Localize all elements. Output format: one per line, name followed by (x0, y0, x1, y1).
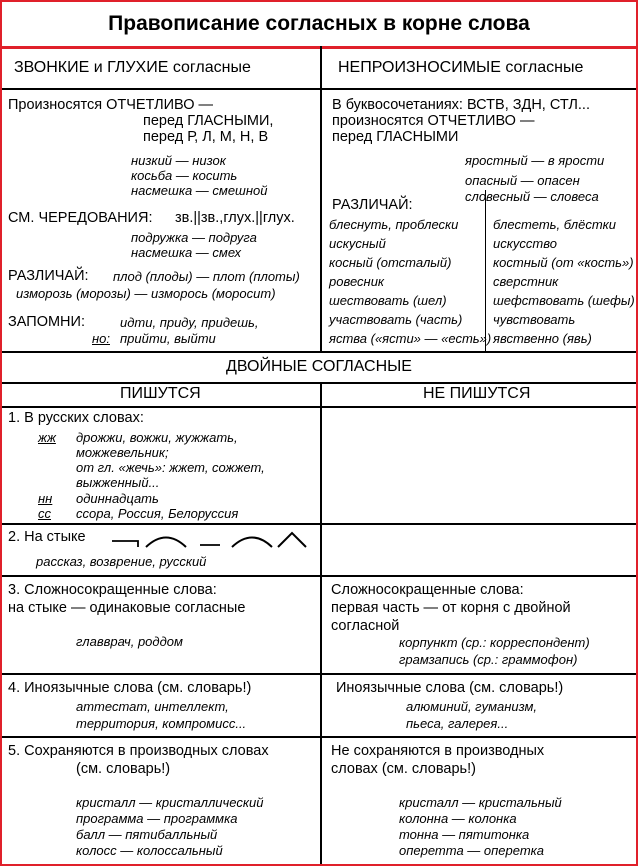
example: шефствовать (шефы) (493, 293, 635, 308)
example: оперетта — оперетка (399, 843, 545, 858)
divider (2, 88, 636, 90)
rule-text: произносятся ОТЧЕТЛИВО — (332, 113, 535, 129)
example: выжженный... (76, 475, 160, 490)
example: насмешка — смех (131, 245, 241, 260)
rule-text: Сложносокращенные слова: (331, 582, 524, 598)
example: тонна — пятитонка (399, 827, 530, 842)
example: косьба — косить (131, 168, 238, 183)
example: сверстник (493, 274, 559, 289)
example: аттестат, интеллект, (76, 699, 229, 714)
rule-text: Иноязычные слова (см. словарь!) (336, 680, 564, 696)
rule-text: перед Р, Л, М, Н, В (143, 129, 269, 145)
example: блеснуть, проблески (329, 217, 459, 232)
example: искусство (493, 236, 557, 251)
divider (2, 736, 636, 738)
example: чувствовать (493, 312, 576, 327)
example: грамзапись (ср.: граммофон) (399, 652, 578, 667)
divider (2, 673, 636, 675)
divider (2, 351, 636, 353)
rule-text: на стыке — одинаковые согласные (8, 600, 246, 616)
label: жж (38, 430, 56, 445)
example: кристалл — кристаллический (76, 795, 264, 810)
rule-text: Не сохраняются в производных (331, 743, 545, 759)
rule-text: перед ГЛАСНЫМИ, (143, 113, 274, 129)
example: изморозь (морозы) — изморось (моросит) (16, 286, 276, 301)
example: корпункт (ср.: корреспондент) (399, 635, 590, 650)
example: участвовать (часть) (329, 312, 463, 327)
label: нн (38, 491, 53, 506)
rule-text: 3. Сложносокращенные слова: (8, 582, 217, 598)
rule-text: 2. На стыке (8, 529, 86, 545)
double-consonants-title: ДВОЙНЫЕ СОГЛАСНЫЕ (226, 358, 412, 375)
rule-text: (см. словарь!) (76, 761, 171, 777)
example: яростный — в ярости (465, 153, 605, 168)
divider (2, 406, 636, 408)
example: ссора, Россия, Белоруссия (76, 506, 239, 521)
example: насмешка — смешной (131, 183, 268, 198)
example: блестеть, блёстки (493, 217, 617, 232)
example: алюминий, гуманизм, (406, 699, 538, 714)
rule-text: словах (см. словарь!) (331, 761, 476, 777)
example: одиннадцать (76, 491, 159, 506)
not-written-header: НЕ ПИШУТСЯ (423, 385, 531, 402)
rule-text: 1. В русских словах: (8, 410, 144, 426)
divider (2, 523, 636, 525)
example: низкий — низок (131, 153, 226, 168)
label: ЗАПОМНИ: (8, 314, 85, 330)
label: РАЗЛИЧАЙ: (332, 197, 413, 213)
example: явственно (явь) (493, 331, 592, 346)
silent-consonants-header: НЕПРОИЗНОСИМЫЕ согласные (338, 59, 584, 76)
label: сс (38, 506, 51, 521)
example: яства («ясти» — «есть») (329, 331, 492, 346)
example: главврач, роддом (76, 634, 183, 649)
morpheme-marks-icon (110, 528, 310, 548)
rule-text: согласной (331, 618, 400, 634)
example: рассказ, возврение, русский (36, 554, 207, 569)
divider (2, 382, 636, 384)
rule-text: перед ГЛАСНЫМИ (332, 129, 459, 145)
example: кристалл — кристальный (399, 795, 562, 810)
example: шествовать (шел) (329, 293, 447, 308)
example: колонна — колонка (399, 811, 517, 826)
rule-text: 4. Иноязычные слова (см. словарь!) (8, 680, 252, 696)
page-title: Правописание согласных в корне слова (2, 2, 636, 49)
label: но: (92, 331, 110, 346)
label: СМ. ЧЕРЕДОВАНИЯ: (8, 210, 153, 226)
rule-text: В буквосочетаниях: ВСТВ, ЗДН, СТЛ... (332, 97, 590, 113)
example: можжевельник; (76, 445, 169, 460)
example: косный (отсталый) (329, 255, 452, 270)
divider (320, 382, 322, 864)
rule-text: первая часть — от корня с двойной (331, 600, 571, 616)
example: пьеса, галерея... (406, 716, 509, 731)
example: опасный — опасен (465, 173, 580, 188)
label: РАЗЛИЧАЙ: (8, 268, 89, 284)
example: ровесник (329, 274, 385, 289)
example: дрожжи, вожжи, жужжать, (76, 430, 238, 445)
example: словесный — словеса (465, 189, 599, 204)
example: плод (плоды) — плот (плоты) (113, 269, 300, 284)
example: подружка — подруга (131, 230, 257, 245)
rule-text: 5. Сохраняются в производных словах (8, 743, 269, 759)
divider (2, 575, 636, 577)
example: от гл. «жечь»: жжет, сожжет, (76, 460, 265, 475)
rule-text: зв.||зв.,глух.||глух. (175, 210, 295, 226)
example: территория, компромисс... (76, 716, 247, 731)
divider (485, 190, 486, 351)
example: костный (от «кость») (493, 255, 634, 270)
example: искусный (329, 236, 386, 251)
example: колосс — колоссальный (76, 843, 223, 858)
written-header: ПИШУТСЯ (120, 385, 201, 402)
voiced-voiceless-header: ЗВОНКИЕ и ГЛУХИЕ согласные (14, 59, 251, 76)
divider (320, 46, 322, 351)
example: прийти, выйти (120, 331, 216, 346)
example: программа — программка (76, 811, 238, 826)
example: идти, приду, придешь, (120, 315, 259, 330)
rule-text: Произносятся ОТЧЕТЛИВО — (8, 97, 214, 113)
example: балл — пятибалльный (76, 827, 218, 842)
